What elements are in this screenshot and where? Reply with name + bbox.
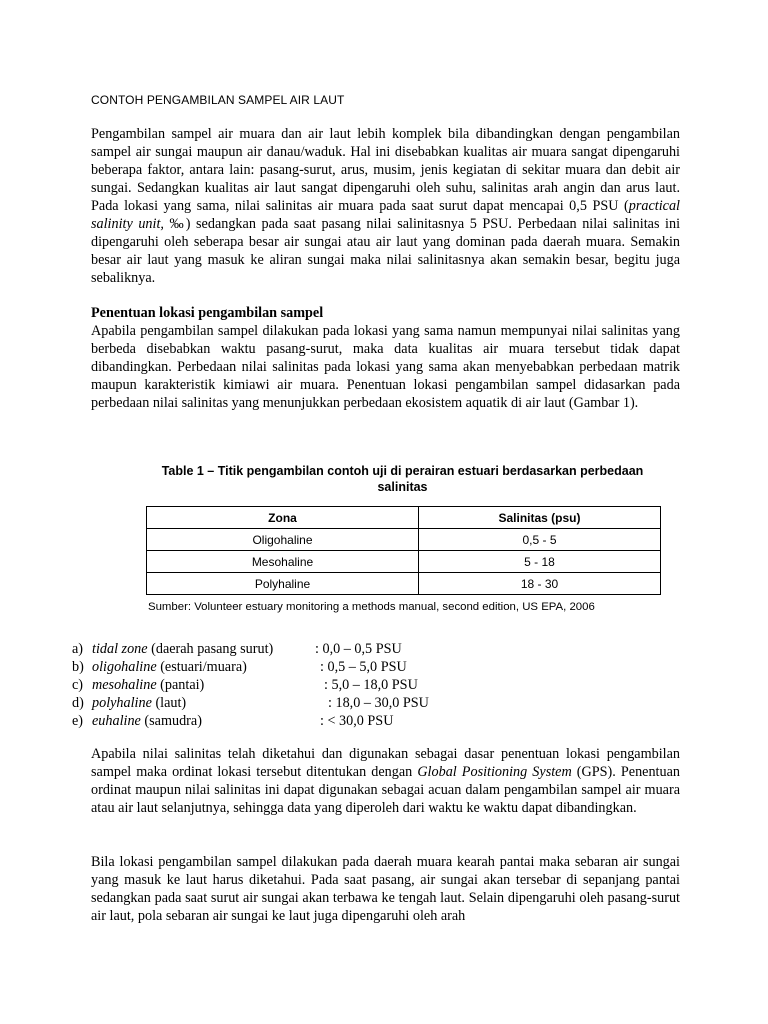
document-title: CONTOH PENGAMBILAN SAMPEL AIR LAUT [91, 93, 345, 107]
river-distribution-paragraph: Bila lokasi pengambilan sampel dilakukan pada daerah muara kearah pantai maka sebaran air sungai yang masuk ke laut harus diketahui. Pada saat pasang, air sungai akan tersebar di sepanjang pantai sedangkan pada saat surut air sungai akan terbawa ke tengah laut. Selain dipengaruhi oleh pasang-surut air laut, pola sebaran air sungai ke laut juga dipengaruhi oleh arah [91, 854, 680, 924]
column-header-zona: Zona [147, 507, 419, 529]
column-header-salinitas: Salinitas (psu) [419, 507, 661, 529]
location-paragraph: Apabila pengambilan sampel dilakukan pada lokasi yang sama namun mempunyai nilai salinitas yang berbeda disebabkan waktu pasang-surut, maka data kualitas air muara tersebut tidak dapat dibandingkan. Perbedaan nilai salinitas pada lokasi yang sama akan menyebabkan perbedaan matrik maupun karakteristik kimiawi air muara. Penentuan lokasi pengambilan sampel didasarkan pada perbedaan nilai salinitas yang menunjukkan perbedaan ekosistem aquatik di air laut (Gambar 1). [91, 323, 680, 411]
salinitas-cell: 5 - 18 [419, 551, 661, 573]
table-header-row [147, 507, 661, 529]
table-title: Table 1 – Titik pengambilan contoh uji di perairan estuari berdasarkan perbedaan salinitas [161, 464, 644, 494]
table-source: Sumber: Volunteer estuary monitoring a methods manual, second edition, US EPA, 2006 [148, 601, 595, 613]
intro-paragraph: Pengambilan sampel air muara dan air laut lebih komplek bila dibandingkan dengan pengambilan sampel air sungai maupun air danau/waduk. Hal ini disebabkan kualitas air muara sangat dipengaruhi beberapa faktor, antara lain: pasang-surut, arus, musim, jenis kegiatan di sekitar muara dan debit air sungai. Sedangkan kualitas air laut sangat dipengaruhi oleh suhu, salinitas arah angin dan arus laut. Pada lokasi yang sama, nilai salinitas air muara pada saat surut dapat mencapai 0,5 PSU (practical salinity unit, ‰) sedangkan pada saat pasang nilai salinitasnya 5 PSU. Perbedaan nilai salinitas ini dipengaruhi oleh seberapa besar air sungai atau air laut yang dominan pada daerah muara. Semakin besar air laut yang masuk ke aliran sungai maka nilai salinitasnya akan semakin besar, begitu juga sebaliknya. [91, 126, 681, 286]
gps-paragraph: Apabila nilai salinitas telah diketahui dan digunakan sebagai dasar penentuan lokasi pengambilan sampel maka ordinat lokasi tersebut ditentukan dengan Global Positioning System (GPS). Penentuan ordinat maupun nilai salinitas ini dapat digunakan sebagai acuan dalam pengambilan sampel air muara atau air laut selanjutnya, sehingga data yang diperoleh dari waktu ke waktu dapat dibandingkan. [91, 746, 680, 816]
table-row [147, 551, 661, 573]
salinitas-cell: 18 - 30 [419, 573, 661, 595]
zona-cell: Mesohaline [147, 551, 419, 573]
salinitas-cell: 0,5 - 5 [419, 529, 661, 551]
zona-cell: Polyhaline [147, 573, 419, 595]
table-row [147, 573, 661, 595]
table-row [147, 529, 661, 551]
zona-cell: Oligohaline [147, 529, 419, 551]
salinity-table [146, 506, 661, 595]
section-heading: Penentuan lokasi pengambilan sampel [91, 305, 324, 321]
